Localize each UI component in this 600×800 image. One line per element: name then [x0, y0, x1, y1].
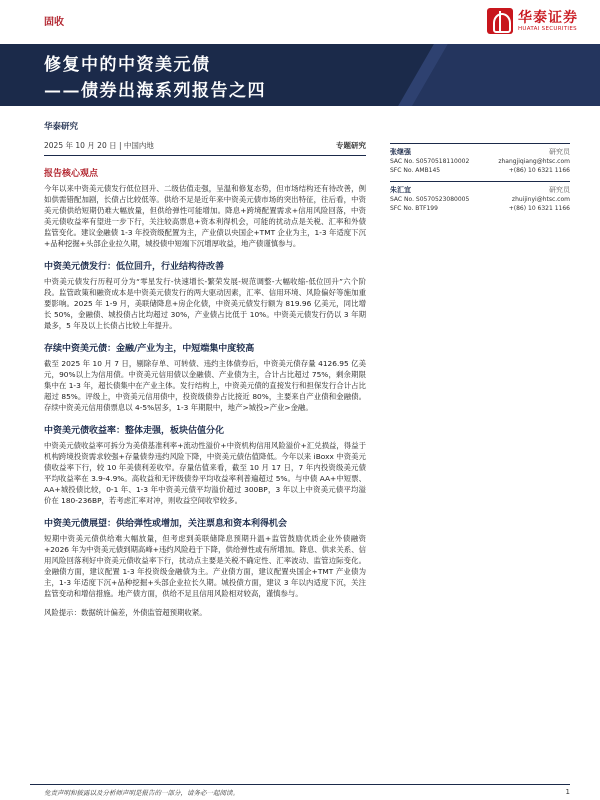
page-number: 1 [565, 788, 570, 796]
analyst-sfc: SFC No. AMB145 [390, 167, 441, 174]
section-title-core-view: 报告核心观点 [44, 169, 99, 179]
section-title-issuance: 中资美元债发行：低位回升，行业结构待改善 [44, 262, 225, 272]
analyst-sac: SAC No. S0570518110002 [390, 158, 470, 165]
logo-mark-icon [487, 8, 513, 34]
analyst-sfc: SFC No. BTF199 [390, 205, 438, 212]
firm-name: 华泰研究 [44, 122, 79, 132]
analyst-column [390, 143, 570, 219]
analyst-role: 研究员 [549, 148, 570, 156]
brand-logo [487, 8, 578, 34]
title-banner [0, 44, 600, 106]
category-tag: 固收 [44, 17, 64, 28]
analyst-name: 张继强 [390, 148, 411, 156]
analyst-email[interactable]: zhangjiqiang@htsc.com [498, 158, 570, 165]
analyst-role: 研究员 [549, 186, 570, 194]
footer-disclaimer: 免责声明和披露以及分析师声明是报告的一部分，请务必一起阅读。 [44, 789, 239, 797]
section-title-yield: 中资美元债收益率：整体走强，板块估值分化 [44, 426, 225, 436]
section-text-outlook: 短期中资美元债供给难大幅放量，但考虑到美联储降息预期升温+监管鼓励优质企业外债融资+2026 年为中资美元债到期高峰+违约风险趋于下降，供给弹性或有所增加。降息、供求关系、信用风险回落利好中资美元债收益率下行，扰动点主要是关税不确定性、汇率波动、监管边际变化。金融债方面，建议配置 1-3 年投资级金融债为主。产业债方面，建议配置央国企+TMT 产业债为主，1-3 年适度下沉+品种挖掘+头部企业拉长久期。城投债方面，建议 3 年以内适度下沉，关注监管变动和增信措施。地产债方面，供给不足且信用风险相对较高，谨慎参与。 [44, 534, 366, 598]
footer-divider [30, 784, 570, 785]
analyst-card [390, 181, 570, 213]
section-title-outlook: 中资美元债展望：供给弹性或增加，关注票息和资本利得机会 [44, 519, 288, 529]
report-meta [44, 140, 366, 156]
analyst-phone: +(86) 10 6321 1166 [508, 205, 570, 212]
analyst-name: 朱汇宜 [390, 186, 411, 194]
report-subtitle: ——债券出海系列报告之四 [44, 81, 266, 101]
section-text-yield: 中资美元债收益率可拆分为美债基准利率+流动性溢价+中资机构信用风险溢价+汇兑损益，得益于机构跨境投资需求较强+存量债券违约风险下降，中资美元债估值降低。今年以来 iBoxx 中资美元债收益率下行，较 10 年美债利差收窄。存量估值来看，截至 10 月 17 日，7 年内投资级美元债平均收益率在 3.9-4.9%。高收益和无评级债券平均收益率利普遍超过 5%。与中债 AA+中短票、AA+城投债比较，0-1 年、1-3 年中资美元债平均溢价超过 300BP，3 年以上中资美元债平均溢价在 180-236BP，若考虑汇率对冲，则收益空间收窄较多。 [44, 441, 366, 505]
section-text-outstanding: 截至 2025 年 10 月 7 日，剔除存单、可转债、违约主体债券后，中资美元债存量 4126.95 亿美元，90%以上为信用债。中资美元信用债以金融债、产业债为主，合计占比超过 75%，剩余期限集中在 1-3 年，超长债集中在产业主体。发行结构上，中资美元债的直接发行和担保发行合计占比超过 85%。评级上，中资美元信用债中，投资级债券占比接近 80%，主要来自产业债和金融债。存续中资美元信用债票息以 4-5%居多，1-3 年期限中，地产>城投>产业>金融。 [44, 359, 366, 412]
section-text-core-view: 今年以来中资美元债发行低位回升、二级估值走强，呈温和修复态势，但市场结构还有待改善，例如供需错配加剧，长债占比较低等。供给不足是近年来中资美元债市场的突出特征，往后看，中资美元债供给短期仍难大幅放量，但供给弹性可能增加。降息+跨境配置需求+信用风险回落，中资美元债收益率有望进一步下行，关注较高票息+资本利得机会，可能的扰动点是关税、汇率和外债监管变化。建议金融债 1-3 年投资级配置为主，产业债以央国企+TMT 企业为主，1-3 年适度下沉+品种挖掘+头部企业拉久期，城投债中短端下沉增厚收益，地产债谨慎参与。 [44, 184, 366, 248]
logo-name-en: HUATAI SECURITIES [518, 26, 577, 32]
top-bar [0, 0, 600, 44]
report-type: 专题研究 [336, 141, 366, 150]
logo-name-cn: 华泰证券 [518, 10, 578, 26]
report-title: 修复中的中资美元债 [44, 55, 211, 75]
analyst-phone: +(86) 10 6321 1166 [508, 167, 570, 174]
report-date: 2025 年 10 月 20 日 | 中国内地 [44, 141, 154, 150]
main-column [44, 120, 366, 618]
section-text-issuance: 中资美元债发行历程可分为“零星发行-快速增长-繁荣发展-规范调整-大幅收缩-低位回升”六个阶段。监管政策和融资成本是中资美元债发行的两大驱动因素，汇率、信用环境、风险偏好等施加重要影响。2025 年 1-9 月，美联储降息+房企化债，中资美元债发行额为 819.96 亿美元，同比增长 50%，金融债、城投债占比均超过 30%，产业债占比低于 10%。中资美元债发行仍以 3 年期最多，5 年及以上长债占比较上年提升。 [44, 277, 366, 330]
analyst-email[interactable]: zhuijinyi@htsc.com [511, 196, 570, 203]
analyst-card [390, 143, 570, 175]
risk-warning: 风险提示：数据统计偏差，外债监管超预期收紧。 [44, 608, 207, 617]
section-title-outstanding: 存续中资美元债：金融/产业为主，中短端集中度较高 [44, 344, 255, 354]
analyst-sac: SAC No. S0570523080005 [390, 196, 470, 203]
